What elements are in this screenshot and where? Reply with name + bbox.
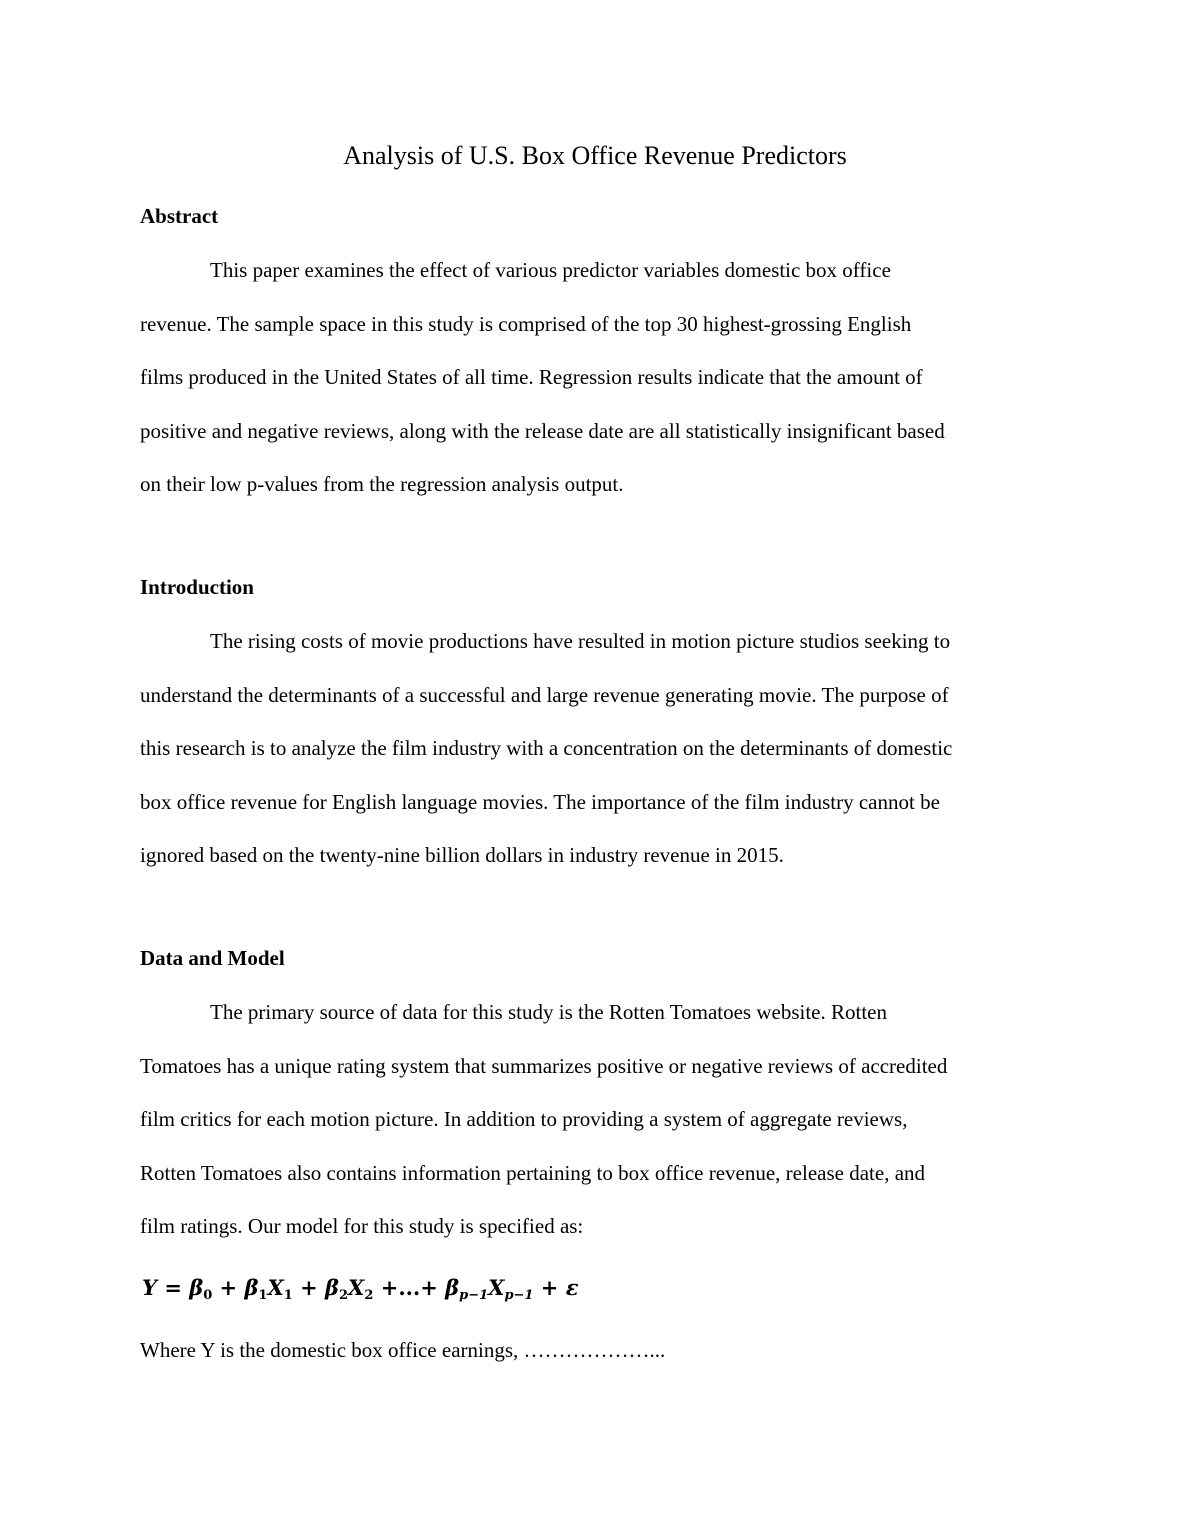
equation-y: Y <box>142 1275 157 1300</box>
equation-subscript: p−1 <box>504 1288 534 1303</box>
equation-beta: β <box>445 1275 460 1300</box>
paragraph-line: understand the determinants of a successful and large revenue generating movie. The purpose of <box>140 682 949 707</box>
paragraph-line: on their low p-values from the regression analysis output. <box>140 472 624 497</box>
paragraph-line: Rotten Tomatoes also contains information pertaining to box office revenue, release date, and <box>140 1160 926 1185</box>
equation-beta: β <box>189 1275 204 1300</box>
equation-equals: = <box>164 1275 182 1300</box>
equation-beta: β <box>325 1275 339 1300</box>
paragraph-line: film critics for each motion picture. In addition to providing a system of aggregate reviews, <box>140 1107 908 1132</box>
section-heading-data-and-model: Data and Model <box>140 946 285 970</box>
section-heading-introduction: Introduction <box>140 575 254 599</box>
paragraph-line: positive and negative reviews, along with the release date are all statistically insignificant based <box>140 418 945 443</box>
paragraph-line: This paper examines the effect of various predictor variables domestic box office <box>210 258 891 282</box>
equation-x: X <box>267 1275 284 1300</box>
paragraph-line: revenue. The sample space in this study is comprised of the top 30 highest-grossing English <box>140 311 912 336</box>
equation-plus: + <box>420 1275 438 1300</box>
equation-subscript: 1 <box>258 1288 268 1303</box>
document-title: Analysis of U.S. Box Office Revenue Predictors <box>343 141 847 170</box>
equation-plus: + <box>300 1275 318 1300</box>
paragraph-line: this research is to analyze the film industry with a concentration on the determinants of domestic <box>140 736 953 761</box>
equation-subscript: 1 <box>283 1288 293 1303</box>
paragraph-line: films produced in the United States of all time. Regression results indicate that the amount of <box>140 365 923 390</box>
introduction-paragraph <box>140 615 952 883</box>
equation-beta: β <box>244 1275 259 1300</box>
equation-epsilon: ε <box>565 1275 579 1300</box>
paragraph-line: film ratings. Our model for this study is specified as: <box>140 1214 584 1239</box>
equation-subscript: 2 <box>339 1288 349 1303</box>
equation-x: X <box>488 1275 505 1300</box>
paragraph-line: The primary source of data for this study is the Rotten Tomatoes website. Rotten <box>210 1000 888 1024</box>
equation-plus: + <box>540 1275 559 1300</box>
equation-x: X <box>348 1275 365 1300</box>
paragraph-line: The rising costs of movie productions have resulted in motion picture studios seeking to <box>210 629 951 653</box>
paragraph-line: ignored based on the twenty-nine billion dollars in industry revenue in 2015. <box>140 843 784 868</box>
equation-explanation: Where Y is the domestic box office earnings, ………………... <box>140 1338 666 1362</box>
equation-subscript: 0 <box>203 1288 213 1303</box>
data-model-paragraph <box>140 986 947 1254</box>
section-heading-abstract: Abstract <box>140 204 219 228</box>
equation-subscript: p−1 <box>459 1288 489 1303</box>
equation-plus: + <box>380 1275 399 1300</box>
equation-subscript: 2 <box>364 1288 374 1303</box>
regression-equation <box>142 1268 579 1308</box>
equation-ellipsis: ... <box>398 1275 421 1300</box>
abstract-paragraph <box>140 244 945 512</box>
equation-plus: + <box>219 1275 238 1300</box>
paragraph-line: Tomatoes has a unique rating system that summarizes positive or negative reviews of accredited <box>140 1053 948 1078</box>
paragraph-line: box office revenue for English language movies. The importance of the film industry cannot be <box>140 789 940 814</box>
